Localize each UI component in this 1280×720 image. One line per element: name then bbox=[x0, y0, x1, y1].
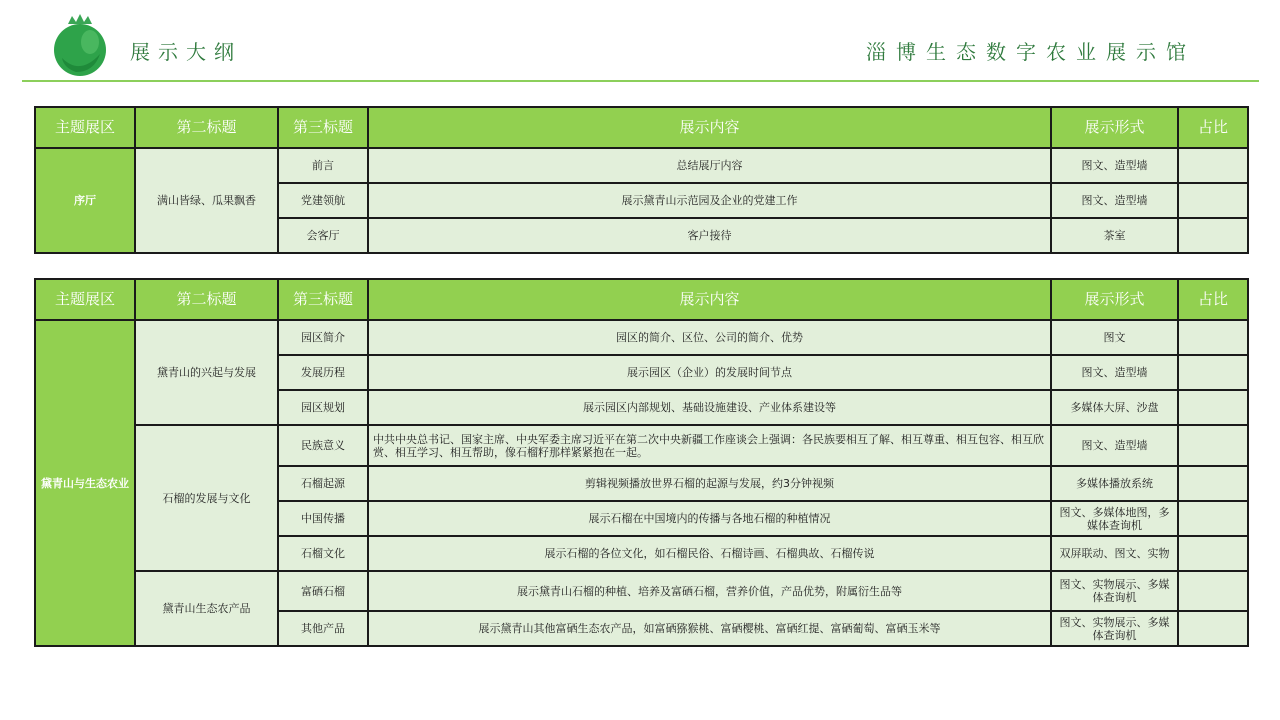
form-cell: 茶室 bbox=[1051, 218, 1178, 253]
third-title-cell: 石榴文化 bbox=[278, 536, 368, 571]
content-cell: 园区的简介、区位、公司的简介、优势 bbox=[368, 320, 1051, 355]
column-header: 占比 bbox=[1178, 107, 1248, 148]
form-cell: 双屏联动、图文、实物 bbox=[1051, 536, 1178, 571]
content-cell: 展示黛青山示范园及企业的党建工作 bbox=[368, 183, 1051, 218]
third-title-cell: 前言 bbox=[278, 148, 368, 183]
third-title-cell: 会客厅 bbox=[278, 218, 368, 253]
third-title-cell: 民族意义 bbox=[278, 425, 368, 466]
third-title-cell: 石榴起源 bbox=[278, 466, 368, 501]
ratio-cell bbox=[1178, 501, 1248, 536]
content-cell: 展示园区内部规划、基础设施建设、产业体系建设等 bbox=[368, 390, 1051, 425]
column-header: 展示内容 bbox=[368, 107, 1051, 148]
ratio-cell bbox=[1178, 183, 1248, 218]
table-header-row bbox=[35, 107, 1248, 148]
subtitle-cell: 石榴的发展与文化 bbox=[135, 425, 278, 571]
content-cell: 中共中央总书记、国家主席、中央军委主席习近平在第二次中央新疆工作座谈会上强调：各民族要相互了解、相互尊重、相互包容、相互欣赏、相互学习、相互帮助，像石榴籽那样紧紧抱在一起。 bbox=[368, 425, 1051, 466]
content-cell: 展示石榴的各位文化，如石榴民俗、石榴诗画、石榴典故、石榴传说 bbox=[368, 536, 1051, 571]
outline-table-ecology bbox=[34, 278, 1249, 647]
form-cell: 图文、实物展示、多媒体查询机 bbox=[1051, 571, 1178, 611]
table-row bbox=[35, 425, 1248, 466]
column-header: 展示形式 bbox=[1051, 107, 1178, 148]
ratio-cell bbox=[1178, 148, 1248, 183]
table-header-row bbox=[35, 279, 1248, 320]
ratio-cell bbox=[1178, 466, 1248, 501]
form-cell: 图文 bbox=[1051, 320, 1178, 355]
content-cell: 客户接待 bbox=[368, 218, 1051, 253]
ratio-cell bbox=[1178, 320, 1248, 355]
table-row bbox=[35, 148, 1248, 183]
form-cell: 多媒体播放系统 bbox=[1051, 466, 1178, 501]
third-title-cell: 富硒石榴 bbox=[278, 571, 368, 611]
content-cell: 展示园区（企业）的发展时间节点 bbox=[368, 355, 1051, 390]
form-cell: 图文、实物展示、多媒体查询机 bbox=[1051, 611, 1178, 646]
content-cell: 展示石榴在中国境内的传播与各地石榴的种植情况 bbox=[368, 501, 1051, 536]
form-cell: 图文、造型墙 bbox=[1051, 148, 1178, 183]
column-header: 第二标题 bbox=[135, 107, 278, 148]
column-header: 第三标题 bbox=[278, 107, 368, 148]
subtitle-cell: 黛青山生态农产品 bbox=[135, 571, 278, 646]
form-cell: 图文、造型墙 bbox=[1051, 355, 1178, 390]
content-cell: 展示黛青山其他富硒生态农产品，如富硒猕猴桃、富硒樱桃、富硒红提、富硒葡萄、富硒玉米等 bbox=[368, 611, 1051, 646]
column-header: 展示形式 bbox=[1051, 279, 1178, 320]
content-cell: 展示黛青山石榴的种植、培养及富硒石榴，营养价值，产品优势，附属衍生品等 bbox=[368, 571, 1051, 611]
form-cell: 图文、造型墙 bbox=[1051, 425, 1178, 466]
form-cell: 图文、造型墙 bbox=[1051, 183, 1178, 218]
ratio-cell bbox=[1178, 218, 1248, 253]
column-header: 主题展区 bbox=[35, 107, 135, 148]
subtitle-cell: 黛青山的兴起与发展 bbox=[135, 320, 278, 425]
form-cell: 多媒体大屏、沙盘 bbox=[1051, 390, 1178, 425]
ratio-cell bbox=[1178, 571, 1248, 611]
third-title-cell: 党建领航 bbox=[278, 183, 368, 218]
column-header: 主题展区 bbox=[35, 279, 135, 320]
zone-cell: 序厅 bbox=[35, 148, 135, 253]
ratio-cell bbox=[1178, 425, 1248, 466]
third-title-cell: 发展历程 bbox=[278, 355, 368, 390]
column-header: 展示内容 bbox=[368, 279, 1051, 320]
pomegranate-logo-icon bbox=[50, 14, 110, 78]
content-cell: 总结展厅内容 bbox=[368, 148, 1051, 183]
table-row bbox=[35, 571, 1248, 611]
section-title: 展示大纲 bbox=[130, 40, 242, 64]
subtitle-cell: 满山皆绿、瓜果飘香 bbox=[135, 148, 278, 253]
ratio-cell bbox=[1178, 611, 1248, 646]
hall-title: 淄博生态数字农业展示馆 bbox=[866, 40, 1196, 64]
ratio-cell bbox=[1178, 355, 1248, 390]
third-title-cell: 其他产品 bbox=[278, 611, 368, 646]
ratio-cell bbox=[1178, 536, 1248, 571]
column-header: 占比 bbox=[1178, 279, 1248, 320]
ratio-cell bbox=[1178, 390, 1248, 425]
content-cell: 剪辑视频播放世界石榴的起源与发展，约3分钟视频 bbox=[368, 466, 1051, 501]
column-header: 第三标题 bbox=[278, 279, 368, 320]
table-row bbox=[35, 320, 1248, 355]
form-cell: 图文、多媒体地图，多媒体查询机 bbox=[1051, 501, 1178, 536]
third-title-cell: 中国传播 bbox=[278, 501, 368, 536]
zone-cell: 黛青山与生态农业 bbox=[35, 320, 135, 646]
column-header: 第二标题 bbox=[135, 279, 278, 320]
page-header bbox=[0, 0, 1280, 84]
third-title-cell: 园区简介 bbox=[278, 320, 368, 355]
header-divider bbox=[22, 80, 1259, 82]
outline-table-lobby bbox=[34, 106, 1249, 254]
third-title-cell: 园区规划 bbox=[278, 390, 368, 425]
